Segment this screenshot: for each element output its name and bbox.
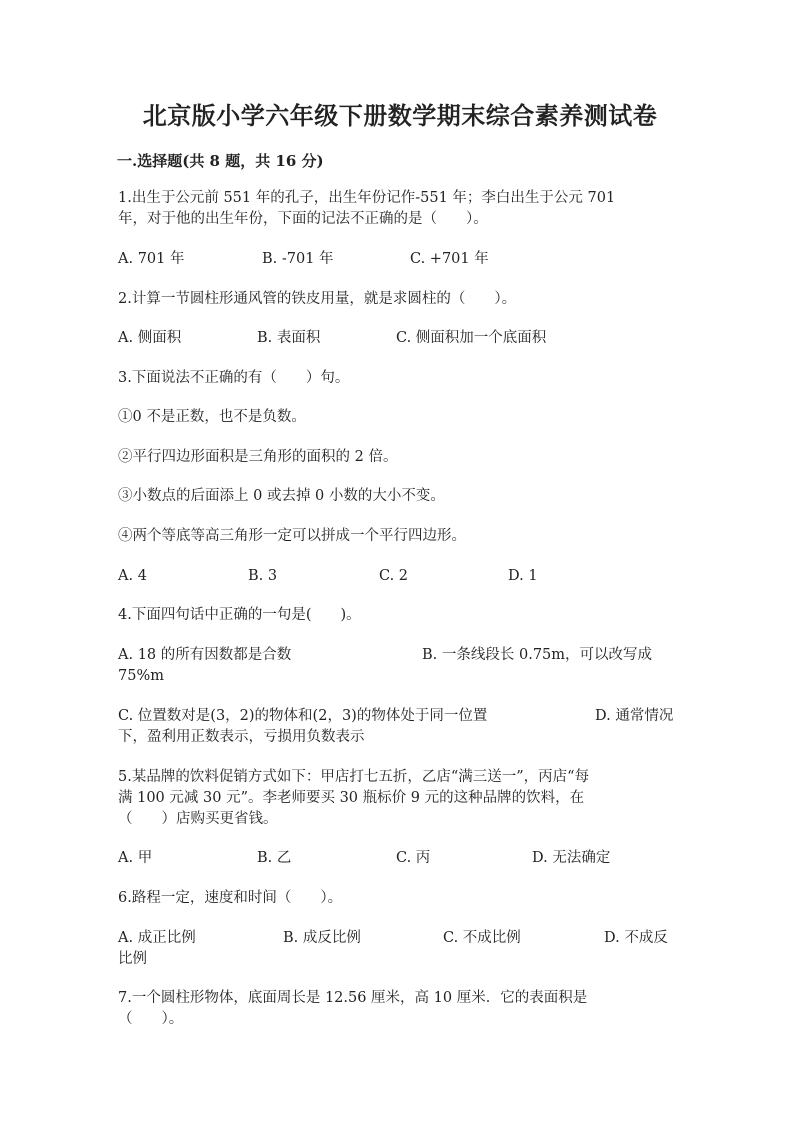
question-1-option-a: A. 701 年	[118, 251, 185, 267]
question-3-stem: 3.下面说法不正确的有（ ）句。	[118, 370, 350, 386]
question-3-option-a: A. 4	[118, 568, 147, 584]
question-7-stem-line-2: （ ）。	[118, 1011, 184, 1027]
question-4-option-d-continued: 下，盈利用正数表示，亏损用负数表示	[118, 729, 365, 745]
question-7-stem-line-1: 7.一个圆柱形物体，底面周长是 12.56 厘米，高 10 厘米．它的表面积是	[118, 990, 588, 1006]
page-title: 北京版小学六年级下册数学期末综合素养测试卷	[142, 101, 658, 130]
question-5-stem-line-1: 5.某品牌的饮料促销方式如下：甲店打七五折，乙店“满三送一”，丙店“每	[118, 769, 590, 785]
question-1-stem-line-1: 1.出生于公元前 551 年的孔子，出生年份记作-551 年；李白出生于公元 701	[118, 190, 616, 206]
question-3-statement-1: ①0 不是正数，也不是负数。	[118, 409, 306, 425]
question-3-statement-4: ④两个等底等高三角形一定可以拼成一个平行四边形。	[118, 528, 466, 544]
question-4-option-c: C. 位置数对是(3，2)的物体和(2，3)的物体处于同一位置	[118, 708, 488, 724]
question-5-option-d: D. 无法确定	[532, 850, 611, 866]
question-4-option-b: B. 一条线段长 0.75m，可以改写成	[422, 647, 653, 663]
question-6-stem: 6.路程一定，速度和时间（ ）。	[118, 890, 343, 906]
question-2-option-b: B. 表面积	[257, 330, 321, 346]
question-6-option-c: C. 不成比例	[443, 930, 521, 946]
question-3-option-d: D. 1	[508, 568, 538, 584]
question-5-option-c: C. 丙	[396, 850, 431, 866]
question-6-option-d: D. 不成反	[604, 930, 668, 946]
question-2-stem: 2.计算一节圆柱形通风管的铁皮用量，就是求圆柱的（ ）。	[118, 291, 517, 307]
question-1-stem-line-2: 年，对于他的出生年份，下面的记法不正确的是（ ）。	[118, 211, 488, 227]
question-4-option-b-continued: 75%m	[118, 668, 164, 684]
question-4-stem: 4.下面四句话中正确的一句是( )。	[118, 607, 361, 623]
question-4-option-d: D. 通常情况	[595, 708, 674, 724]
question-5-stem-line-3: （ ）店购买更省钱。	[118, 811, 278, 827]
question-3-statement-3: ③小数点的后面添上 0 或去掉 0 小数的大小不变。	[118, 488, 445, 504]
question-4-option-a: A. 18 的所有因数都是合数	[118, 647, 292, 663]
question-1-option-b: B. -701 年	[262, 251, 334, 267]
question-3-option-c: C. 2	[379, 568, 409, 584]
question-2-option-c: C. 侧面积加一个底面积	[396, 330, 547, 346]
question-3-option-b: B. 3	[248, 568, 278, 584]
question-5-option-a: A. 甲	[118, 850, 153, 866]
question-3-statement-2: ②平行四边形面积是三角形的面积的 2 倍。	[118, 449, 398, 465]
question-5-stem-line-2: 满 100 元减 30 元”。李老师要买 30 瓶标价 9 元的这种品牌的饮料，在	[118, 790, 585, 806]
question-2-option-a: A. 侧面积	[118, 330, 182, 346]
question-1-option-c: C. +701 年	[410, 251, 489, 267]
question-6-option-b: B. 成反比例	[283, 930, 361, 946]
question-6-option-d-continued: 比例	[118, 951, 147, 967]
section-heading: 一.选择题(共 8 题，共 16 分)	[117, 152, 324, 170]
question-5-option-b: B. 乙	[257, 850, 292, 866]
question-6-option-a: A. 成正比例	[118, 930, 196, 946]
